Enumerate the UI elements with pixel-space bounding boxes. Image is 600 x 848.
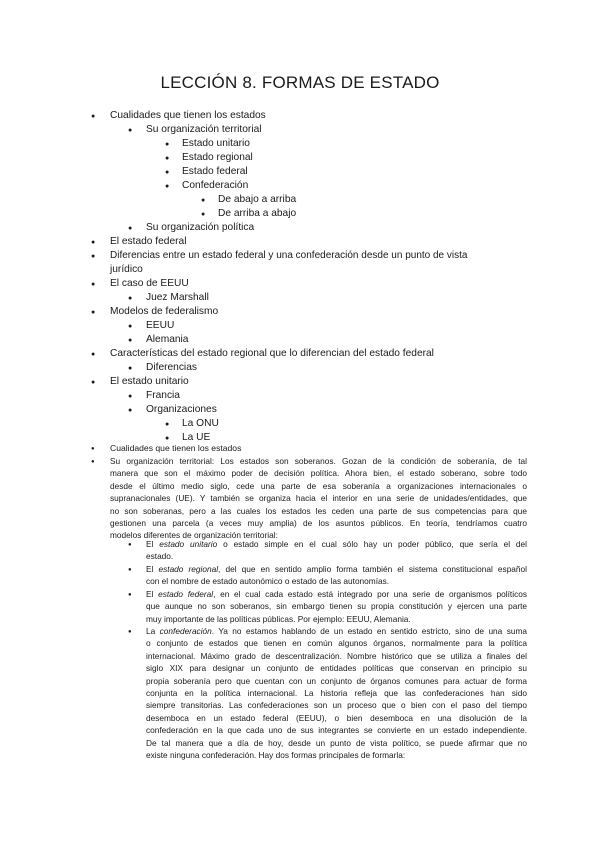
paragraph-line: confederación en la que cada uno de sus integrantes se convierte en un estado independiente. (146, 725, 527, 736)
bullet: ● (128, 407, 133, 414)
paragraph-line: gestionen una parcela (a veces muy amplia) de los asuntos públicos. En teoría, tendríamos cuatro (110, 518, 527, 529)
bullet: ● (128, 323, 133, 330)
outline-item: Organizaciones (146, 404, 217, 415)
text-run: , del que en sentido amplio forma también el sistema constitucional español (218, 564, 527, 574)
outline-item: Modelos de federalismo (110, 306, 219, 317)
paragraph-line: existe ninguna confederación. Hay dos formas principales de formarla: (146, 750, 406, 761)
paragraph-line: siempre transitorias. Las confederaciones son un proceso que o bien con el paso del tiempo (146, 700, 527, 711)
outline-item: Diferencias (146, 362, 197, 373)
paragraph-line: Su organización territorial: Los estados son soberanos. Gozan de la condición de soberanía, de tal (110, 456, 527, 466)
bullet: ● (91, 309, 96, 316)
paragraph-line (146, 588, 527, 600)
paragraph-line: estado. (146, 551, 174, 562)
bullet: ● (91, 281, 96, 288)
paragraph-line: manera que son el máximo poder de decisión política. Ahora bien, el estado soberano, sobre todo (110, 468, 527, 479)
bullet: ● (91, 253, 96, 260)
text-run: o estado simple en el cual sólo hay un poder público, que sería el del (217, 539, 527, 549)
bullet: ● (91, 113, 96, 120)
bullet: ● (128, 393, 133, 400)
paragraph-line: internacional. Máximo grado de descentralización. Nombre histórico que se utiliza a finales del (146, 650, 527, 661)
paragraph-line: siglo XIX para designar un conjunto de entidades políticas que conservan en principio su (146, 663, 527, 674)
italic-term: estado federal (158, 589, 214, 599)
bullet: ● (165, 435, 170, 442)
unitario-paragraph (146, 538, 527, 563)
regional-paragraph (146, 563, 527, 588)
outline-item: Alemania (146, 334, 189, 345)
outline-item: jurídico (110, 264, 143, 275)
text-run: El (146, 589, 159, 599)
bullet: ● (128, 127, 133, 134)
bullet: ● (91, 239, 96, 246)
outline-item: Estado regional (182, 152, 253, 163)
text-run: La (146, 626, 160, 636)
bullet: ● (91, 446, 95, 452)
outline-item: El estado unitario (110, 376, 189, 387)
paragraph-line: o conjunto de estados que tienen en común algunos órganos, normalmente para la política (146, 638, 527, 649)
paragraph-line: no son soberanas, pero a las cuales los estados les ceden una parte de sus competencias para que (110, 505, 527, 516)
paragraph-line: conjunta en la política internacional. La historia refleja que las confederaciones han sido (146, 688, 527, 699)
outline-item: Su organización territorial (146, 124, 262, 135)
section-heading: Cualidades que tienen los estados (110, 443, 242, 453)
page-title: LECCIÓN 8. FORMAS DE ESTADO (160, 73, 440, 92)
bullet: ● (128, 567, 132, 573)
bullet: ● (128, 542, 132, 548)
outline-item: De arriba a abajo (218, 208, 297, 219)
outline-item: Cualidades que tienen los estados (110, 110, 266, 121)
paragraph-line (146, 625, 527, 637)
paragraph-line: desemboca en un estado federal (EEUU), o bien desemboca en una disolución de la (146, 712, 527, 723)
bullet: ● (128, 295, 133, 302)
bullet: ● (165, 183, 170, 190)
outline-item: Juez Marshall (146, 292, 209, 303)
outline-item: Estado unitario (182, 138, 250, 149)
outline-item: La ONU (182, 418, 219, 429)
outline-item: La UE (182, 432, 211, 443)
paragraph-line: que aunque no son soberanos, sin embargo tienen su propia constitución y ejercen una parte (146, 601, 527, 612)
bullet: ● (165, 169, 170, 176)
bullet: ● (165, 141, 170, 148)
outline-item: El estado federal (110, 236, 187, 247)
bullet: ● (128, 337, 133, 344)
bullet: ● (128, 225, 133, 232)
text-run: . Ya no estamos hablando de un estado en sentido estricto, sino de una suma (211, 626, 527, 636)
bullet: ● (128, 592, 132, 598)
outline-item: El caso de EEUU (110, 278, 189, 289)
bullet: ● (165, 155, 170, 162)
bullet: ● (128, 365, 133, 372)
bullet: ● (91, 351, 96, 358)
text-run: , en el cual cada estado está integrado por una serie de organismos políticos (213, 589, 527, 599)
outline-item: Francia (146, 390, 180, 401)
paragraph-line (146, 538, 527, 550)
paragraph-line: propia soberanía pero que cuentan con un conjunto de órganos comunes para actuar de forma (146, 675, 527, 686)
territorial-paragraph (110, 455, 527, 542)
outline-item: Estado federal (182, 166, 248, 177)
bullet: ● (128, 629, 132, 635)
paragraph-line: muy importante de las políticas públicas. Por ejemplo: EEUU, Alemania. (146, 613, 411, 624)
bullet: ● (165, 421, 170, 428)
paragraph-line (146, 563, 527, 575)
paragraph-line: supranacionales (UE). Y también se organiza hacia el interior en una serie de unidades/entidades, que (110, 493, 527, 504)
text-run: El (146, 539, 160, 549)
bullet: ● (91, 379, 96, 386)
paragraph-line: De tal manera que a día de hoy, desde un punto de vista político, se puede afirmar que no (146, 737, 527, 748)
bullet: ● (201, 197, 206, 204)
outline-item: Su organización política (146, 222, 255, 233)
paragraph-line: modelos diferentes de organización territorial: (110, 530, 278, 541)
paragraph-line: con el nombre de estado autonómico o estado de las autonomías. (146, 576, 390, 587)
paragraph-line: desde el último medio siglo, cede una parte de esa soberanía a organizaciones internacionales o (110, 480, 527, 491)
italic-term: confederación (159, 626, 212, 636)
outline-item: Confederación (182, 180, 249, 191)
italic-term: estado unitario (159, 539, 218, 549)
outline-item: EEUU (146, 320, 175, 331)
confederacion-paragraph (146, 625, 527, 761)
outline-item: Características del estado regional que lo diferencian del estado federal (110, 348, 434, 359)
outline-item: Diferencias entre un estado federal y una confederación desde un punto de vista (110, 250, 468, 261)
text-run: El (146, 564, 159, 574)
federal-paragraph (146, 588, 527, 625)
bullet: ● (201, 211, 206, 218)
outline-item: De abajo a arriba (218, 194, 297, 205)
italic-term: estado regional (158, 564, 219, 574)
bullet: ● (91, 459, 95, 465)
